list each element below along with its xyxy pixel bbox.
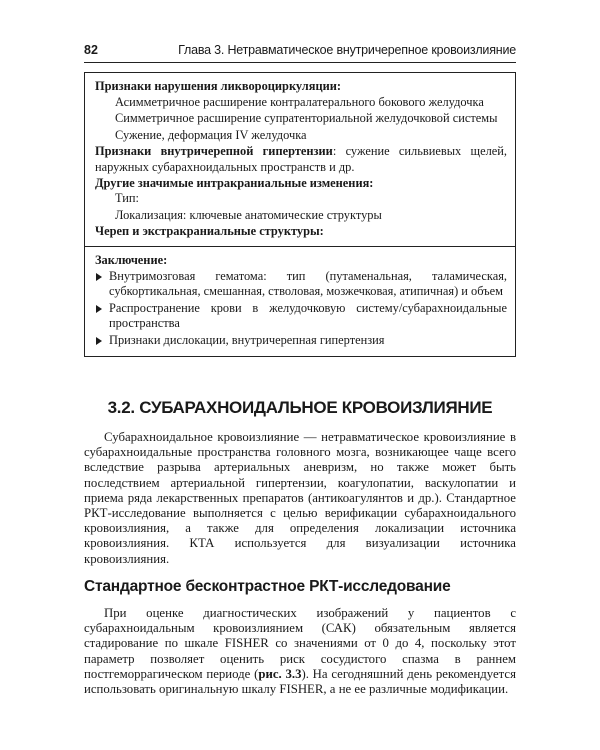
other-item: Тип: <box>115 191 139 206</box>
box-findings-section <box>85 73 515 246</box>
hypertension-text: : сужение сильвиевых щелей, наружных субарахноидальных пространств и др. <box>95 144 508 174</box>
conclusion-item <box>95 269 507 300</box>
hypertension-line <box>95 144 507 175</box>
skull-title: Череп и экстракраниальные структуры: <box>95 224 324 239</box>
running-title: Глава 3. Нетравматическое внутричерепное кровоизлияние <box>178 43 516 57</box>
summary-box <box>84 72 516 357</box>
other-title: Другие значимые интракраниальные изменения: <box>95 175 374 190</box>
subsection-paragraph-part2: ). На сегодняшний день рекомендуется использовать оригинальную шкалу FISHER, а не ее различные модификации. <box>84 666 516 697</box>
conclusion-item <box>95 301 507 332</box>
conclusion-item <box>95 333 507 349</box>
page-number: 82 <box>84 43 98 57</box>
conclusion-list <box>95 269 507 349</box>
section-paragraph: Субарахноидальное кровоизлияние — нетравматическое кровоизлияние в субарахноидальные пространства головного мозга, возникающее чаще всего вследствие разрыва артериальных аневризм, но также может быть последствием артериальной гипертензии, коагулопатии, васкулопатии и приема ряда лекарственных препаратов (антикоагулянтов и др.). Стандартное РКТ-исследование выполняется с целью верификации субарахноидального кровоизлияния, а также для определения локализации источника кровоизлияния. КТА используется для визуализации источника кровоизлияния. <box>84 430 516 566</box>
liquor-item: Симметричное расширение супратенториальной желудочковой системы <box>115 111 498 126</box>
other-item: Локализация: ключевые анатомические структуры <box>115 207 382 222</box>
subsection-heading: Стандартное бесконтрастное РКТ-исследование <box>84 578 451 595</box>
figure-reference[interactable]: рис. 3.3 <box>258 666 302 681</box>
triangle-bullet-icon <box>96 337 102 345</box>
conclusion-item-text: Внутримозговая гематома: тип (путаменальная, таламическая, субкортикальная, смешанная, стволовая, мозжечковая, атипичная) и объем <box>109 268 507 299</box>
conclusion-item-text: Распространение крови в желудочковую систему/субарахноидальные пространства <box>109 300 507 331</box>
page-header <box>84 40 516 63</box>
section-heading: 3.2. СУБАРАХНОИДАЛЬНОЕ КРОВОИЗЛИЯНИЕ <box>107 398 493 417</box>
hypertension-title: Признаки внутричерепной гипертензии <box>95 144 333 159</box>
conclusion-item-text: Признаки дислокации, внутричерепная гипертензия <box>109 332 385 347</box>
conclusion-title: Заключение: <box>95 252 168 267</box>
subsection-paragraph <box>84 606 516 697</box>
box-conclusion-section <box>85 246 515 356</box>
triangle-bullet-icon <box>96 305 102 313</box>
liquor-title: Признаки нарушения ликвороциркуляции: <box>95 79 341 93</box>
triangle-bullet-icon <box>96 273 102 281</box>
subsection-paragraph-part1: При оценке диагностических изображений у пациентов с субарахноидальным кровоизлиянием (САК) обязательным является стадирование по шкале FISHER со значениями от 0 до 4, поскольку этот параметр позволяет оценить риск сосудистого спазма в раннем постгеморрагическом периоде ( <box>84 606 516 681</box>
liquor-item: Сужение, деформация IV желудочка <box>115 127 307 142</box>
liquor-item: Асимметричное расширение контралатерального бокового желудочка <box>115 94 484 109</box>
